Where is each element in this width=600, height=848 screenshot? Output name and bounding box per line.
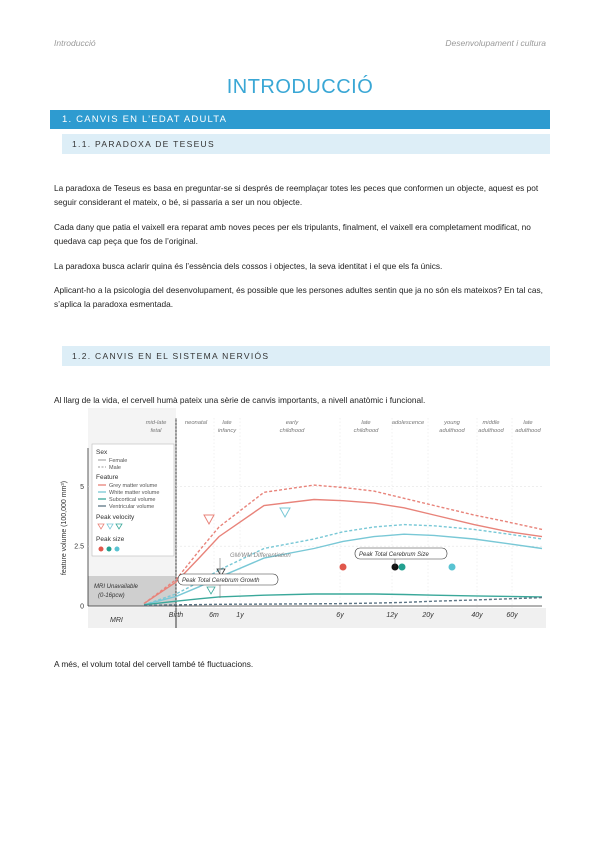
period-label-3-a: early — [285, 420, 299, 426]
subsection-heading-1-1-label: 1.1. PARADOXA DE TESEUS — [72, 139, 215, 149]
legend-sex-title: Sex — [96, 449, 108, 456]
series-line-1 — [144, 485, 542, 603]
legend-female: Female — [109, 458, 128, 464]
subsection-heading-1-2-label: 1.2. CANVIS EN EL SISTEMA NERVIÓS — [72, 351, 270, 361]
mri-label: MRI — [110, 617, 123, 624]
peak-growth-label: Peak Total Cerebrum Growth — [182, 578, 260, 584]
page-title: INTRODUCCIÓ — [226, 76, 374, 98]
x-tick-6: 40y — [471, 612, 483, 619]
period-label-2-a: late — [222, 420, 232, 426]
peak-size-label: Peak Total Cerebrum Size — [359, 552, 429, 558]
series-lines — [144, 485, 542, 605]
legend-grey: Grey matter volume — [109, 483, 158, 489]
x-tick-3: 6y — [336, 612, 344, 619]
period-label-0-b: fetal — [150, 428, 162, 434]
peak-velocity-white-marker — [280, 508, 290, 517]
legend-size-subcortical-icon — [107, 547, 112, 552]
paragraph-4: Aplicant-ho a la psicologia del desenvolupament, és possible que les persones adultes sentin que ja no són els mateixos? En tal cas, s’aplica la paradoxa esmentada. — [54, 285, 543, 309]
peak-size-white-dot — [449, 564, 456, 571]
brain-volume-chart — [54, 408, 546, 630]
gm-wm-label: GM/WM Differentiation — [230, 553, 291, 559]
period-label-6-a: young — [444, 420, 460, 426]
legend — [92, 444, 174, 556]
running-header-right: Desenvolupament i cultura — [445, 38, 546, 48]
running-header-left: Introducció — [54, 38, 96, 48]
period-label-6-b: adulthood — [439, 428, 465, 434]
legend-male: Male — [109, 465, 121, 471]
period-label-3-b: childhood — [279, 428, 305, 434]
x-tick-4: 12y — [386, 612, 398, 619]
period-label-0-a: mid-late — [145, 420, 167, 426]
x-tick-7: 60y — [506, 612, 518, 619]
paragraph-3: La paradoxa busca aclarir quina és l’essència dels cossos i objectes, la seva identitat i el que els fa únics. — [54, 261, 443, 271]
section-heading-1-label: 1. CANVIS EN L’EDAT ADULTA — [62, 114, 228, 125]
period-labels — [146, 420, 542, 434]
mri-unavailable-label-2: (0-16pcw) — [98, 593, 125, 599]
paragraph-1: La paradoxa de Teseus es basa en preguntar-se si després de reemplaçar totes les peces que conformen un objecte, aquest es pot seguir considerant el mateix, o bé, si passaria a ser un nou objecte. — [54, 183, 539, 207]
legend-ventricular: Ventricular volume — [109, 504, 155, 510]
section-heading-1 — [50, 110, 550, 129]
period-label-2-b: infancy — [217, 428, 237, 434]
y-axis-label: feature volume (100,000 mm³) — [61, 480, 68, 576]
y-tick-0: 0 — [80, 603, 84, 611]
subsection-heading-1-2 — [62, 346, 550, 366]
period-label-7-b: adulthood — [478, 428, 504, 434]
y-tick-labels — [74, 484, 84, 611]
y-tick-1: 2.5 — [74, 543, 84, 551]
x-tick-0: Birth — [168, 612, 184, 619]
paragraph-5: Al llarg de la vida, el cervell humà pateix una sèrie de canvis importants, a nivell anatòmic i funcional. — [54, 395, 426, 405]
subsection-heading-1-1 — [62, 134, 550, 154]
paragraph-2: Cada dany que patia el vaixell era reparat amb noves peces per els tripulants, finalment, el vaixell era completament modificat, no quedava cap peça que fos de l’original. — [54, 222, 531, 246]
x-tick-2: 1y — [236, 612, 244, 619]
x-tick-5: 20y — [422, 612, 434, 619]
peak-size-grey-dot — [340, 564, 347, 571]
period-label-1-a: neonatal — [184, 420, 208, 426]
period-label-4-b: childhood — [353, 428, 379, 434]
period-label-4-a: late — [361, 420, 371, 426]
y-tick-2: 5 — [80, 483, 84, 491]
legend-size-white-icon — [115, 547, 120, 552]
period-label-7-a: middle — [482, 420, 500, 426]
peak-velocity-grey-marker — [204, 515, 214, 524]
legend-peak-size: Peak size — [96, 536, 125, 543]
period-label-8-a: late — [523, 420, 533, 426]
legend-size-grey-icon — [99, 547, 104, 552]
paragraph-6: A més, el volum total del cervell també té fluctuacions. — [54, 659, 254, 669]
period-label-8-b: adulthood — [515, 428, 541, 434]
legend-white: White matter volume — [109, 490, 160, 496]
peak-size-subcortical-dot — [399, 564, 406, 571]
x-tick-1: 6m — [209, 612, 219, 619]
legend-subcortical: Subcortical volume — [109, 497, 156, 503]
series-line-4 — [144, 594, 542, 605]
period-label-5-a: adolescence — [391, 420, 425, 426]
legend-peak-velocity: Peak velocity — [96, 514, 135, 521]
legend-feature-title: Feature — [96, 474, 119, 481]
mri-unavailable-label-1: MRI Unavailable — [94, 584, 139, 590]
